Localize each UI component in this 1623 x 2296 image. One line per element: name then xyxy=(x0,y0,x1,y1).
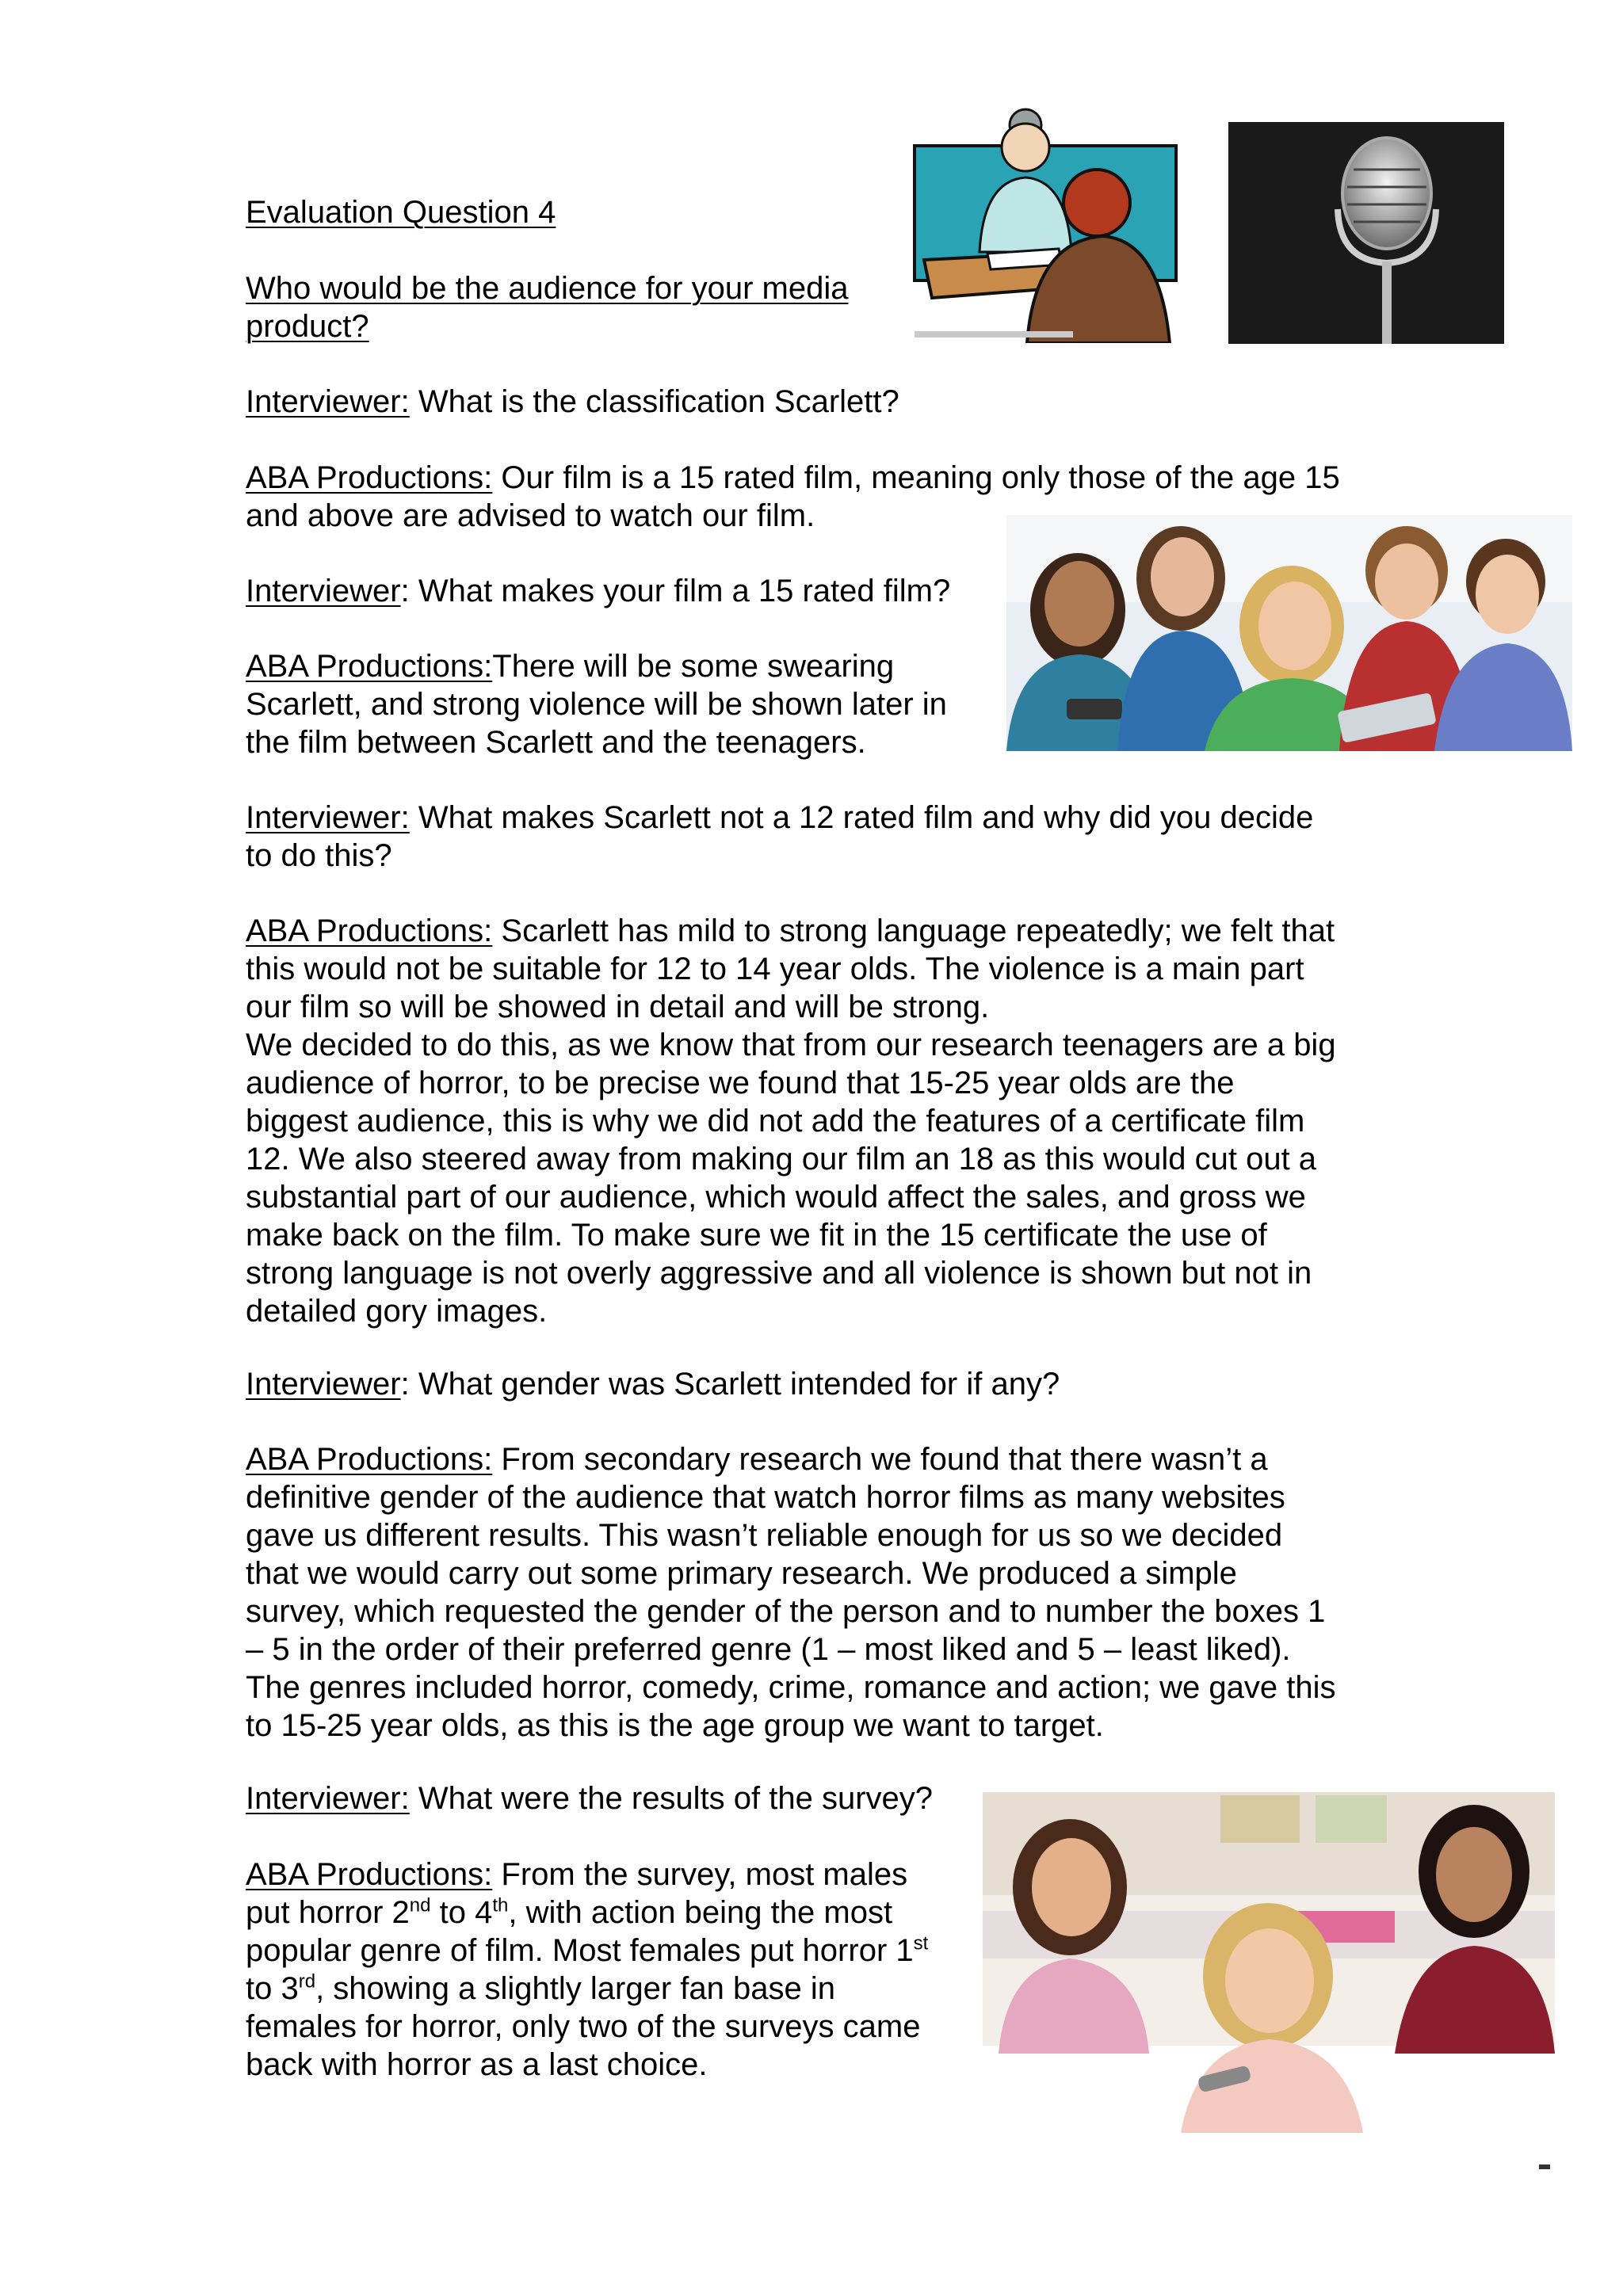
aba-answer-5: ABA Productions: From the survey, most males put horror 2nd to 4th, with action being the most popular genre of film. Most females put horror 1st to 3rd, showing a slightly larger fan base in females for horror, only two of the surveys came back with horror as a last choice. xyxy=(246,1857,929,2082)
aba-answer-2: ABA Productions:There will be some swearing Scarlett, and strong violence will be shown later in the film between Scarlett and the teenagers. xyxy=(246,649,947,760)
interviewer-question-5: Interviewer: What were the results of the survey? xyxy=(246,1781,934,1816)
microphone-icon xyxy=(1228,122,1504,344)
interviewer-question-4: Interviewer: What gender was Scarlett intended for if any? xyxy=(246,1367,1060,1402)
question-heading: Who would be the audience for your media product? xyxy=(246,271,849,344)
aba-answer-1: ABA Productions: Our film is a 15 rated film, meaning only those of the age 15 and above are advised to watch our film. xyxy=(246,460,1340,533)
teenagers-photo xyxy=(1006,515,1572,751)
page-title: Evaluation Question 4 xyxy=(246,195,556,230)
teen-girls-tv-photo xyxy=(983,1792,1555,2172)
interviewer-question-1: Interviewer: What is the classification Scarlett? xyxy=(246,384,899,419)
interviewer-question-3: Interviewer: What makes Scarlett not a 12 rated film and why did you decide to do this? xyxy=(246,800,1314,873)
aba-answer-4: ABA Productions: From secondary research we found that there wasn’t a definitive gender of the audience that watch horror films as many websites gave us different results. This wasn’t reliable enough for us so we decided that we would carry out some primary research. We produced a simple survey, which requested the gender of the person and to number the boxes 1 – 5 in the order of their preferred genre (1 – most liked and 5 – least liked). The genres included horror, comedy, crime, romance and action; we gave this to 15-25 year olds, as this is the age group we want to target. xyxy=(246,1442,1336,1743)
interviewer-question-2: Interviewer: What makes your film a 15 rated film? xyxy=(246,574,951,608)
aba-answer-3: ABA Productions: Scarlett has mild to strong language repeatedly; we felt that this would not be suitable for 12 to 14 year olds. The violence is a main part our film so will be showed in detail and will be strong. We decided to do this, as we know that from our research teenagers are a big audience of horror, to be precise we found that 15-25 year olds are the biggest audience, this is why we did not add the features of a certificate film 12. We also steered away from making our film an 18 as this would cut out a substantial part of our audience, which would affect the sales, and gross we make back on the film. To make sure we fit in the 15 certificate the use of strong language is not overly aggressive and all violence is shown but not in detailed gory images. xyxy=(246,913,1336,1329)
interview-clipart-icon xyxy=(908,101,1184,343)
